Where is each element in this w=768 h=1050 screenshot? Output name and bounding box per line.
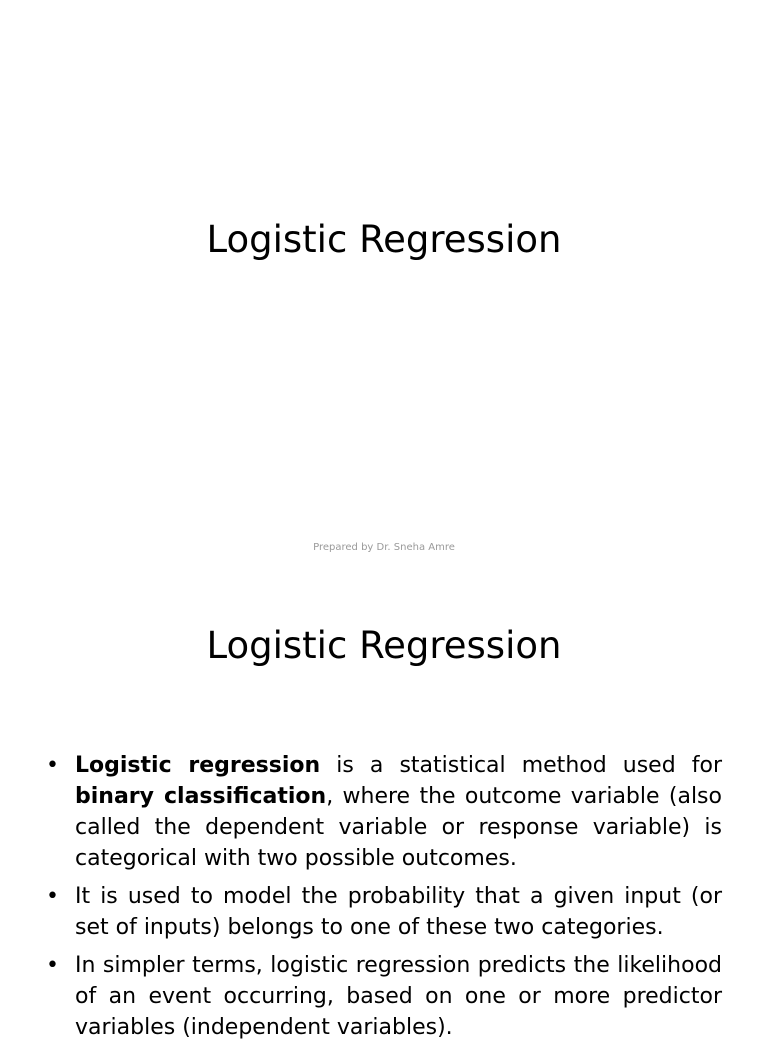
slide-2-title: Logistic Regression: [206, 624, 562, 667]
bullet-2-text: It is used to model the probability that a given input (or set of inputs) belongs to one of these two categories.: [75, 884, 722, 940]
bullet-1-text-b: , where the outcome variable (also called the dependent variable or response variable) is categorical with two possible outcomes.: [75, 784, 722, 871]
bullet-1-text-a: is a statistical method used for: [320, 753, 722, 778]
bold-term-logistic-regression: Logistic regression: [75, 753, 321, 778]
bold-term-binary-classification: binary classification: [75, 784, 327, 809]
slide-1-title: Logistic Regression: [206, 218, 562, 261]
bullet-3-text: In simpler terms, logistic regression predicts the likelihood of an event occurring, based on one or more predictor variables (independent variables).: [75, 953, 722, 1040]
slide-1-subtitle: Prepared by Dr. Sneha Amre: [313, 542, 455, 553]
bullet-dot-icon: •: [46, 753, 59, 778]
bullet-item-2: [46, 881, 722, 943]
bullet-item-3: [46, 950, 722, 1043]
bullet-dot-icon: •: [46, 884, 59, 909]
bullet-dot-icon: •: [46, 953, 59, 978]
bullet-item-1: [46, 750, 722, 874]
bullet-list: [46, 750, 722, 1050]
slide-2: [0, 576, 768, 1040]
